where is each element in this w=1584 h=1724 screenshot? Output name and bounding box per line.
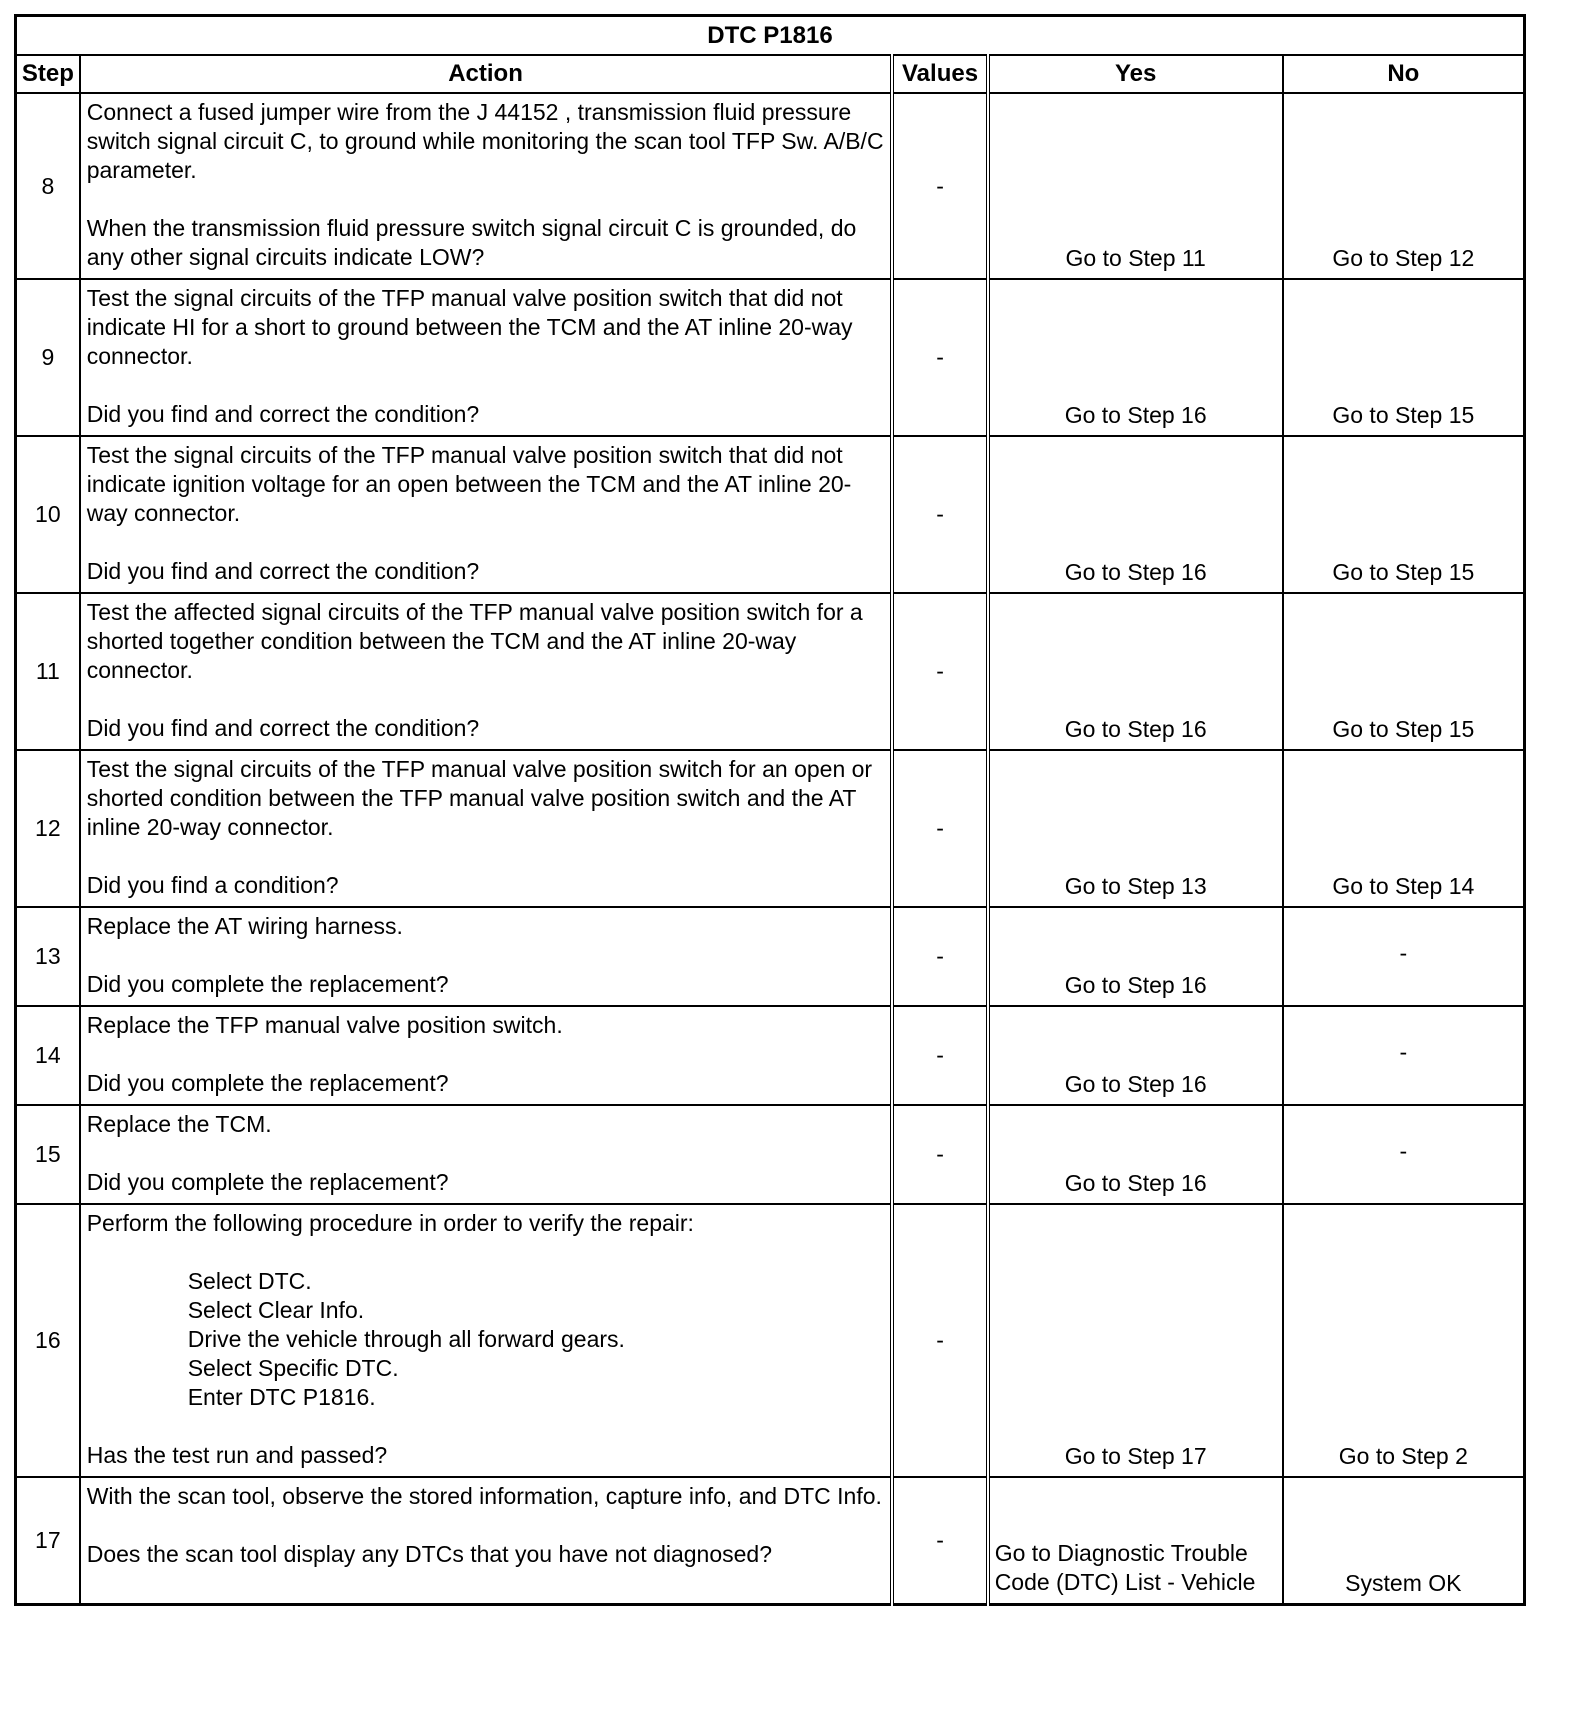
step-number: 8 [16,93,80,279]
yes-cell: Go to Step 16 [988,1105,1283,1204]
action-text: Connect a fused jumper wire from the J 44152 , transmission fluid pressure switch signal circuit C, to ground while monitoring the scan tool TFP Sw. A/B/C parameter. [86,99,884,183]
header-values: Values [892,55,987,93]
no-cell: Go to Step 2 [1283,1204,1525,1477]
action-question: Did you complete the replacement? [86,1169,449,1195]
table-row [16,1105,1525,1204]
yes-cell: Go to Step 16 [988,593,1283,750]
action-cell [80,1105,893,1204]
no-cell: Go to Step 15 [1283,593,1525,750]
header-yes: Yes [988,55,1283,93]
yes-cell: Go to Step 16 [988,279,1283,436]
no-cell: Go to Step 14 [1283,750,1525,907]
step-number: 9 [16,279,80,436]
yes-cell: Go to Step 16 [988,907,1283,1006]
action-question: Did you find and correct the condition? [86,715,480,741]
procedure-step: Select DTC. [187,1268,312,1294]
yes-cell: Go to Step 16 [988,1006,1283,1105]
action-text: Test the signal circuits of the TFP manual valve position switch that did not indicate ignition voltage for an open between the TCM and the AT inline 20-way connector. [86,442,852,526]
step-number: 15 [16,1105,80,1204]
action-cell [80,907,893,1006]
table-row [16,279,1525,436]
action-cell [80,1006,893,1105]
action-cell [80,1204,893,1477]
action-text: Test the signal circuits of the TFP manual valve position switch that did not indicate HI for a short to ground between the TCM and the AT inline 20-way connector. [86,285,853,369]
table-title: DTC P1816 [16,16,1525,56]
action-cell [80,279,893,436]
action-text: With the scan tool, observe the stored information, capture info, and DTC Info. [86,1483,882,1509]
action-cell [80,93,893,279]
header-step: Step [16,55,80,93]
action-question: Has the test run and passed? [86,1442,388,1468]
values-cell: - [892,1477,987,1604]
values-cell: - [892,1006,987,1105]
action-text: Test the affected signal circuits of the TFP manual valve position switch for a shorted together condition between the TCM and the AT inline 20-way connector. [86,599,863,683]
table-row [16,436,1525,593]
table-row [16,907,1525,1006]
procedure-step: Drive the vehicle through all forward gears. [187,1326,625,1352]
no-cell: System OK [1283,1477,1525,1604]
table-row [16,750,1525,907]
action-text: Replace the TCM. [86,1111,272,1137]
action-cell [80,1477,893,1604]
values-cell: - [892,907,987,1006]
table-row [16,593,1525,750]
procedure-list [87,1267,885,1412]
header-no: No [1283,55,1525,93]
no-cell: - [1283,907,1525,1006]
action-text: Replace the AT wiring harness. [86,913,403,939]
action-cell [80,436,893,593]
action-text: Replace the TFP manual valve position switch. [86,1012,563,1038]
header-action: Action [80,55,893,93]
step-number: 11 [16,593,80,750]
table-row [16,93,1525,279]
action-cell [80,750,893,907]
no-cell: Go to Step 15 [1283,279,1525,436]
table-row [16,1204,1525,1477]
procedure-step: Select Clear Info. [187,1297,365,1323]
action-text: Perform the following procedure in order to verify the repair: [86,1210,694,1236]
step-number: 17 [16,1477,80,1604]
action-question: Did you complete the replacement? [86,1070,449,1096]
step-number: 13 [16,907,80,1006]
values-cell: - [892,750,987,907]
action-question: Did you find and correct the condition? [86,558,480,584]
values-cell: - [892,436,987,593]
yes-cell: Go to Step 16 [988,436,1283,593]
yes-cell: Go to Step 13 [988,750,1283,907]
table-row [16,1477,1525,1604]
action-cell [80,593,893,750]
no-cell: - [1283,1105,1525,1204]
step-number: 14 [16,1006,80,1105]
action-question: When the transmission fluid pressure switch signal circuit C is grounded, do any other signal circuits indicate LOW? [86,215,857,270]
yes-cell: Go to Step 17 [988,1204,1283,1477]
yes-cell: Go to Step 11 [988,93,1283,279]
procedure-step: Enter DTC P1816. [187,1384,376,1410]
values-cell: - [892,93,987,279]
no-cell: Go to Step 15 [1283,436,1525,593]
dtc-table [14,14,1526,1606]
header-row [16,55,1525,93]
values-cell: - [892,1204,987,1477]
step-number: 10 [16,436,80,593]
action-text: Test the signal circuits of the TFP manual valve position switch for an open or shorted condition between the TFP manual valve position switch and the AT inline 20-way connector. [86,756,873,840]
action-question: Did you complete the replacement? [86,971,449,997]
step-number: 16 [16,1204,80,1477]
action-question: Did you find a condition? [86,872,339,898]
no-cell: - [1283,1006,1525,1105]
values-cell: - [892,279,987,436]
action-question: Does the scan tool display any DTCs that you have not diagnosed? [86,1541,773,1567]
step-number: 12 [16,750,80,907]
no-cell: Go to Step 12 [1283,93,1525,279]
values-cell: - [892,1105,987,1204]
table-row [16,1006,1525,1105]
values-cell: - [892,593,987,750]
procedure-step: Select Specific DTC. [187,1355,399,1381]
action-question: Did you find and correct the condition? [86,401,480,427]
yes-cell: Go to Diagnostic Trouble Code (DTC) List - Vehicle [988,1477,1283,1604]
